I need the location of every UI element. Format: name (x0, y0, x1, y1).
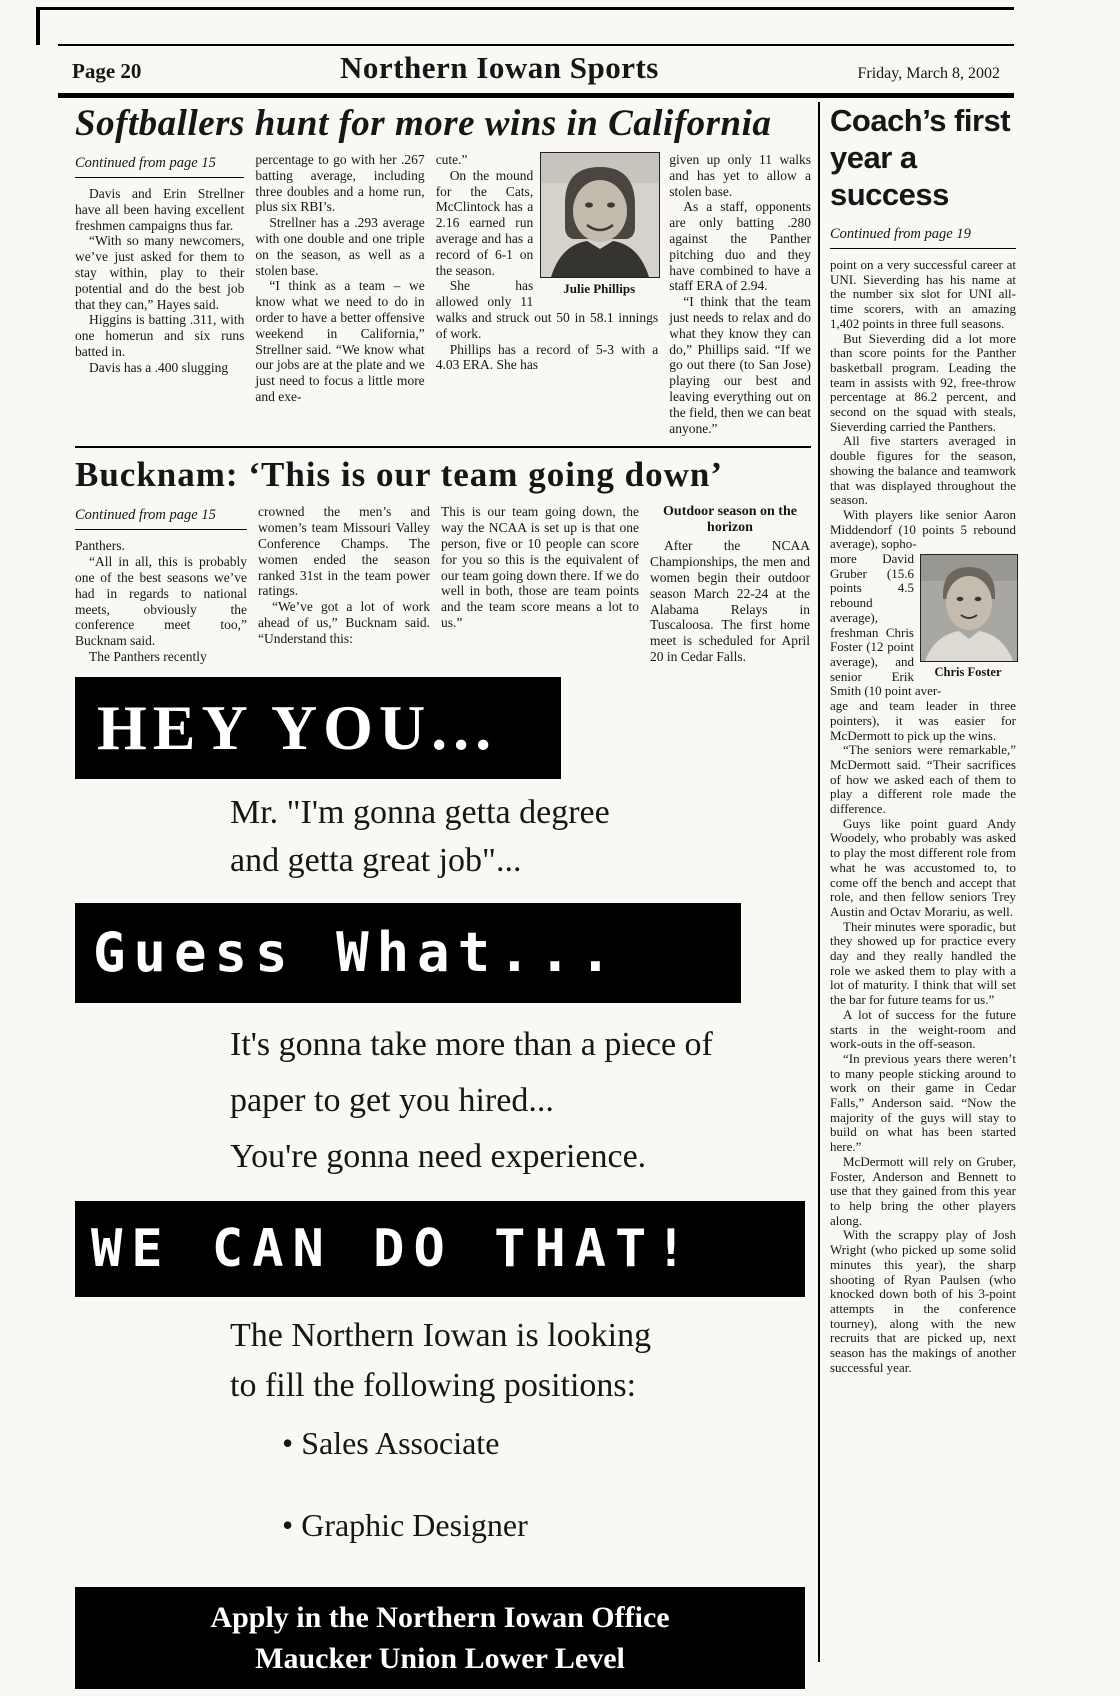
we-can-do-that-banner: WE CAN DO THAT! (75, 1201, 805, 1297)
position-sales-associate: • Sales Associate (282, 1424, 500, 1461)
paragraph-group (255, 152, 424, 405)
main-content-area (75, 102, 811, 1689)
header-bottom-rule (58, 93, 1014, 98)
scan-artifact-top (36, 7, 1014, 10)
apply-banner (75, 1587, 805, 1689)
paragraph-group (830, 258, 1016, 508)
paragraph: Phillips has a record of 5-3 with a 4.03 ERA. She has (435, 341, 659, 373)
softball-column-2 (255, 152, 424, 405)
ad-line: to fill the following positions: (230, 1366, 637, 1404)
apply-banner-line: Maucker Union Lower Level (255, 1641, 625, 1675)
paragraph-group (75, 186, 244, 376)
guess-what-banner: Guess What... (75, 903, 741, 1003)
paragraph-group (830, 743, 1016, 1375)
paragraph: Davis has a .400 slugging (89, 359, 229, 375)
paragraph: “The seniors were remarkable,” McDermott said. “Their sacrifices of how we asked each of them to play a different role made the difference. (830, 742, 1016, 817)
bucknam-column-1 (75, 504, 247, 664)
softball-column-3 (436, 152, 659, 373)
julie-phillips-photo (540, 152, 658, 296)
paragraph: “I think that the team just needs to relax and do what they know they can do,” Phillips said. “If we go out there (to San Jose) playing our best and leaving everything out on the field, then we can beat anyone.” (669, 294, 811, 436)
paragraph-group (75, 538, 247, 664)
paragraph: On the mound for the Cats, McClintock has a 2.16 earned run average and has a record of 6-1 on the season. (435, 167, 534, 278)
ad-copy-degree (230, 789, 811, 885)
page-number: Page 20 (72, 59, 142, 83)
photo-caption: Chris Foster (934, 665, 1002, 680)
ad-line: Mr. "I'm gonna getta degree (230, 793, 610, 831)
paragraph: A lot of success for the future starts in the weight-room and work-outs in the off-season. (830, 1006, 1016, 1052)
paragraph: This is our team going down, the way the NCAA is set up is that one person, five or 10 people can score for you so this is the equivalent of our team going down there. If we do well in both, those are team points and the team score means a lot to us.” (441, 504, 639, 630)
bucknam-headline: Bucknam: ‘This is our team going down’ (75, 455, 724, 495)
figure-wrap (830, 552, 1016, 743)
bucknam-article (75, 504, 811, 664)
continued-note: Continued from page 15 (75, 504, 247, 530)
portrait-photo-graphic (920, 554, 1018, 662)
ad-line: and getta great job"... (230, 841, 522, 879)
ad-line: The Northern Iowan is looking (230, 1316, 652, 1354)
position-graphic-designer: • Graphic Designer (282, 1506, 528, 1543)
paragraph: McDermott will rely on Gruber, Foster, Anderson and Bennett to use that they gained from this year to help bring the other players along. (830, 1153, 1016, 1228)
ad-line: It's gonna take more than a piece of (230, 1025, 713, 1063)
ad-line: paper to get you hired... (230, 1081, 554, 1119)
paragraph: All five starters averaged in double figures for the season, showing the balance and teamwork that was displayed throughout the season. (830, 433, 1016, 508)
positions-list (282, 1421, 811, 1547)
page-header (58, 50, 1014, 86)
paragraph-group (441, 504, 639, 630)
paragraph: crowned the men’s and women’s team Missouri Valley Conference Champs. The women ended the season ranked 31st in the team power ratings. (258, 504, 430, 599)
paragraph: “With so many newcomers, we’ve just asked for them to stay within, play to their potential and do the best job that they can,” Hayes said. (75, 233, 245, 312)
photo-caption: Julie Phillips (563, 281, 636, 296)
paragraph: “All in all, this is probably one of the best seasons we’ve had in regards to national meets, obviously the conference meet too,” Bucknam said. (75, 554, 247, 649)
scan-artifact-left (36, 7, 40, 45)
recruitment-ad (75, 677, 811, 1689)
sidebar-divider-rule (818, 102, 820, 1662)
paragraph: As a staff, opponents are only batting .280 against the Panther pitching duo and they have combined to have a staff ERA of 2.94. (669, 199, 811, 294)
article-divider-rule (75, 446, 811, 448)
coach-article (830, 102, 1016, 1375)
portrait-photo-graphic (540, 152, 660, 278)
ad-line: You're gonna need experience. (230, 1137, 647, 1175)
bucknam-column-3 (441, 504, 639, 630)
header-top-rule (58, 44, 1014, 46)
paragraph: Higgins is batting .311, with one homerun and six runs batted in. (75, 312, 245, 359)
paragraph: point on a very successful career at UNI. Sieverding has his name at the number six slot for UNI all-time scorers, with an amazing 1,402 points in three full seasons. (830, 257, 1016, 331)
section-masthead: Northern Iowan Sports (340, 50, 659, 85)
continued-note: Continued from page 15 (75, 152, 244, 178)
paragraph: Their minutes were sporadic, but they showed up for practice every day and they really handled the role we asked them to play with a lot of maturity. I think that will set the bar for future teams for us.” (830, 918, 1016, 1008)
paragraph: Guys like point guard Andy Woodely, who probably was asked to play the most different role from what he was accustomed to, to come off the bench and accept that role, and then fellow seniors Trey Austin and Octav Morariu, as well. (830, 815, 1016, 919)
paragraph: given up only 11 walks and has yet to allow a stolen base. (669, 152, 811, 199)
paragraph: Strellner has a .293 average with one double and one triple on the season, as well as a stolen base. (255, 215, 425, 278)
paragraph-group (258, 504, 430, 646)
paragraph: But Sieverding did a lot more than score points for the Panther basketball program. Leading the team in assists with 92, free-throw percentage at 86.2 percent, and second on the squad with steals, Sieverding carried the Panthers. (830, 330, 1016, 434)
bucknam-column-4 (650, 504, 810, 664)
paragraph-group (669, 152, 811, 436)
apply-banner-line: Apply in the Northern Iowan Office (210, 1600, 670, 1634)
paragraph-group (650, 538, 810, 664)
ad-copy-positions (230, 1311, 811, 1411)
issue-date: Friday, March 8, 2002 (857, 65, 1000, 82)
hey-you-banner: HEY YOU... (75, 677, 561, 779)
paragraph: After the NCAA Championships, the men and women begin their outdoor season March 22-24 at the Alabama Relays in Tuscaloosa. The first home meet is scheduled for April 20 in Cedar Falls. (650, 538, 810, 664)
paragraph: “We’ve got a lot of work ahead of us,” Bucknam said. “Understand this: (258, 599, 430, 646)
paragraph: With players like senior Aaron Middendorf (10 points 5 rebound average), sopho- (830, 506, 1016, 552)
paragraph: Davis and Erin Strellner have all been having excellent freshmen campaigns thus far. (75, 186, 245, 233)
coach-headline: Coach’s first year a success (830, 103, 1011, 212)
paragraph: percentage to go with her .267 batting average, including three doubles and a home run, plus six RBI’s. (255, 152, 425, 215)
softball-column-1 (75, 152, 244, 376)
paragraph: cute.” (435, 152, 468, 167)
paragraph: With the scrappy play of Josh Wright (who picked up some solid minutes this year), the sharp shooting of Ryan Paulsen (who knocked down both of his 3-point attempts in the conference tourney), along with the new recruits that are picked up, next season has the makings of another successful year. (830, 1227, 1016, 1375)
softball-column-4 (669, 152, 811, 436)
continued-note: Continued from page 19 (830, 223, 1016, 249)
paragraph: “I think as a team – we know what we need to do in order to have a better offensive weekend in California,” Strellner said. “We know what our jobs are at the plate and we just need to focus a little more and exe- (255, 278, 425, 404)
paragraph: Panthers. (75, 538, 125, 554)
bucknam-column-2 (258, 504, 430, 646)
chris-foster-photo (920, 554, 1016, 679)
softball-headline: Softballers hunt for more wins in California (75, 103, 772, 144)
paragraph: more David Gruber (15.6 points 4.5 rebound average), freshman Chris Foster (12 point average), and senior Erik Smith (10 point aver- (830, 551, 942, 699)
paragraph: age and team leader in three pointers), it was easier for McDermott to pick up the wins. (830, 698, 1016, 743)
paragraph: The Panthers recently (89, 648, 207, 664)
outdoor-season-subhead: Outdoor season on the horizon (663, 504, 797, 536)
paragraph: “In previous years there weren’t to many people sticking around to work on their game in Cedar Falls,” Anderson said. “Now the majority of the guys will stay to build on what has been started here.” (830, 1050, 1016, 1155)
softball-article (75, 152, 811, 436)
ad-copy-experience (230, 1017, 811, 1185)
paragraph: She has allowed only 11 walks and struck out 50 in 58.1 innings of work. (435, 278, 659, 341)
